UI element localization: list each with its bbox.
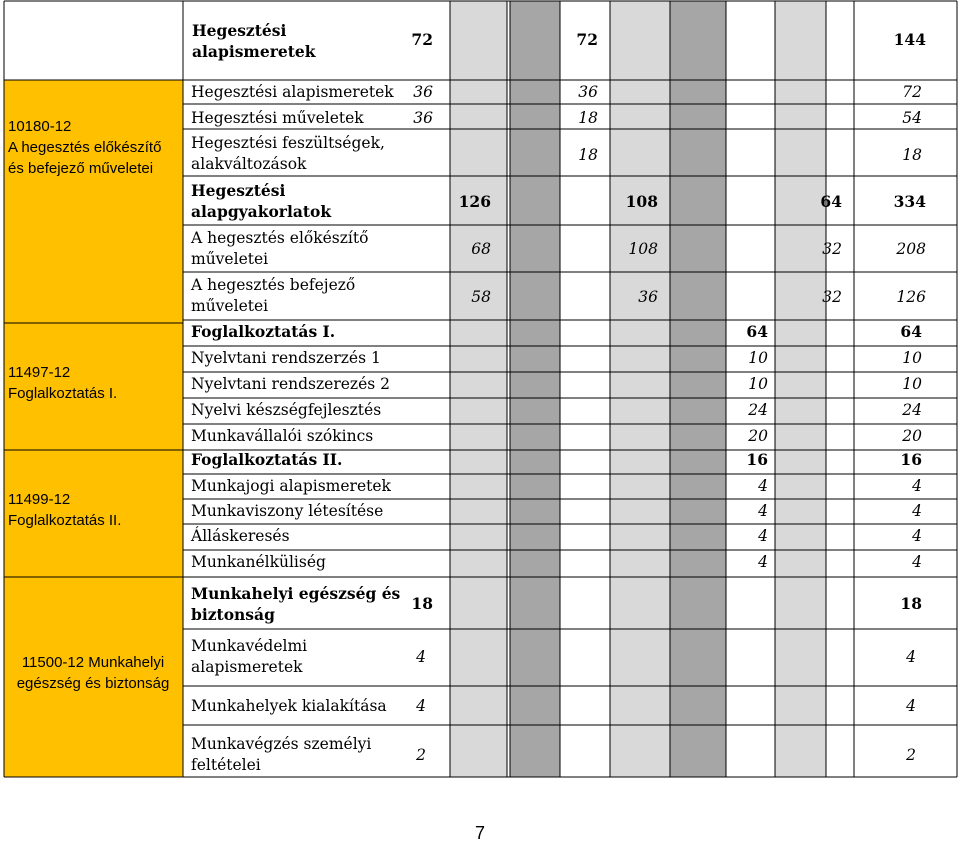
hours-value-c1: 58	[471, 288, 491, 306]
hours-value-c1: 2	[416, 746, 426, 764]
row-label: Munkanélküliség	[191, 553, 326, 571]
row-label: A hegesztés előkészítő műveletei	[191, 229, 369, 268]
hours-value-c1: 4	[416, 648, 426, 666]
hours-value-c3: 4	[758, 502, 768, 520]
hours-value-c3: 4	[758, 477, 768, 495]
hours-value-c2: 18	[578, 146, 598, 164]
hours-value-c2: 108	[628, 240, 658, 258]
hours-value-c1: 4	[416, 697, 426, 715]
hours-value-c4: 10	[902, 375, 922, 393]
hours-value-c3: 10	[748, 349, 768, 367]
row-label: Nyelvtani rendszerzés 1	[191, 349, 381, 367]
row-label: Foglalkoztatás II.	[191, 450, 343, 469]
module-cell-3	[8, 489, 178, 531]
gray-column-stripe	[450, 1, 507, 777]
row-label: Hegesztési feszültségek, alakváltozások	[191, 134, 385, 173]
row-label: Nyelvi készségfejlesztés	[191, 401, 382, 419]
module-name: Foglalkoztatás I.	[8, 385, 118, 402]
hours-value-c4: 4	[912, 477, 922, 495]
hours-value-c4: 334	[893, 192, 926, 211]
hours-value-c4: 10	[902, 349, 922, 367]
page-number: 7	[474, 823, 485, 843]
row-label: Munkavédelmi alapismeretek	[191, 637, 308, 676]
row-label: Álláskeresés	[191, 527, 290, 545]
hours-value-c4: 144	[893, 30, 926, 49]
hours-value-c3: 10	[748, 375, 768, 393]
hours-value-c3: 32	[822, 288, 842, 306]
gray-column-stripe	[510, 1, 560, 777]
row-label: Foglalkoztatás I.	[191, 322, 336, 341]
hours-value-c4: 18	[900, 594, 922, 613]
module-name: Foglalkoztatás II.	[8, 512, 122, 529]
module-cell-4	[8, 652, 178, 694]
row-label: Nyelvtani rendszerezés 2	[191, 375, 390, 393]
gray-column-stripe	[775, 1, 826, 777]
module-cell-2	[8, 362, 178, 404]
module-name: Munkahelyi egészség és biztonság	[16, 654, 170, 692]
row-label: Munkavállalói szókincs	[191, 427, 374, 445]
hours-value-c1: 72	[411, 30, 433, 49]
module-cell-1	[8, 116, 178, 179]
row-label: A hegesztés befejező műveletei	[191, 276, 356, 315]
hours-value-c4: 4	[906, 648, 916, 666]
hours-value-c3: 4	[758, 553, 768, 571]
hours-value-c2: 108	[625, 192, 658, 211]
hours-value-c2: 72	[576, 30, 598, 49]
gray-column-stripe	[610, 1, 670, 777]
hours-value-c4: 64	[900, 322, 922, 341]
row-label: Hegesztési alapgyakorlatok	[191, 181, 332, 221]
row-label: Hegesztési alapismeretek	[191, 83, 394, 101]
row-label: Hegesztési műveletek	[191, 109, 364, 127]
hours-value-c2: 18	[578, 109, 598, 127]
row-label: Hegesztési alapismeretek	[192, 21, 316, 61]
hours-value-c3: 16	[746, 450, 768, 469]
gray-column-stripe	[670, 1, 726, 777]
hours-value-c3: 24	[748, 401, 768, 419]
hours-value-c4: 24	[902, 401, 922, 419]
hours-value-c4: 18	[902, 146, 922, 164]
module-code: 11499-12	[8, 491, 71, 508]
row-label: Munkajogi alapismeretek	[191, 477, 391, 495]
hours-value-c4: 54	[902, 109, 922, 127]
hours-value-c4: 208	[896, 240, 926, 258]
hours-value-c4: 20	[902, 427, 922, 445]
hours-value-c2: 36	[638, 288, 658, 306]
row-label: Munkavégzés személyi feltételei	[191, 735, 372, 774]
hours-value-c3: 64	[746, 322, 768, 341]
hours-value-c2: 36	[578, 83, 598, 101]
hours-value-c4: 4	[906, 697, 916, 715]
module-code: 11497-12	[8, 364, 71, 381]
hours-value-c4: 72	[902, 83, 922, 101]
row-label: Munkahelyek kialakítása	[191, 697, 387, 715]
row-label: Munkahelyi egészség és biztonság	[191, 584, 401, 624]
hours-value-c1: 126	[458, 192, 491, 211]
row-label: Munkaviszony létesítése	[191, 502, 384, 520]
hours-value-c1: 36	[413, 83, 433, 101]
hours-value-c4: 4	[912, 502, 922, 520]
hours-value-c4: 4	[912, 553, 922, 571]
hours-value-c4: 2	[906, 746, 916, 764]
hours-value-c1: 18	[411, 594, 433, 613]
hours-value-c3: 20	[748, 427, 768, 445]
hours-value-c1: 68	[471, 240, 491, 258]
hours-value-c4: 126	[896, 288, 926, 306]
hours-value-c4: 4	[912, 527, 922, 545]
module-code: 11500-12	[21, 654, 85, 671]
module-code: 10180-12	[8, 118, 72, 135]
hours-value-c3: 4	[758, 527, 768, 545]
hours-value-c3: 32	[822, 240, 842, 258]
hours-value-c3: 64	[820, 192, 842, 211]
hours-value-c4: 16	[900, 450, 922, 469]
hours-value-c1: 36	[413, 109, 433, 127]
module-name: A hegesztés előkészítő és befejező műveletei	[8, 139, 162, 177]
